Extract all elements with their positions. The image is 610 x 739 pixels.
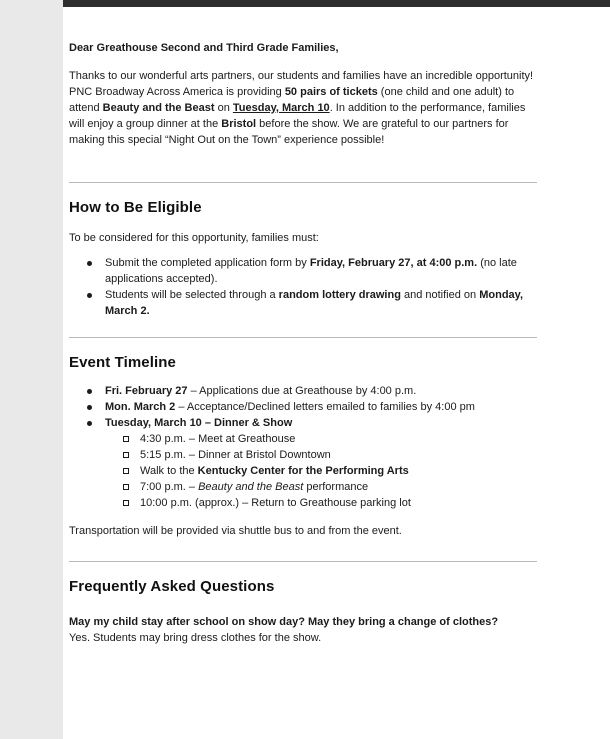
bullet-marker xyxy=(87,293,92,298)
sub-bullet-marker xyxy=(123,484,129,490)
section-divider xyxy=(69,182,537,183)
timeline-list xyxy=(69,383,537,511)
list-item xyxy=(69,287,537,319)
sub-bullet-marker xyxy=(123,468,129,474)
section-divider xyxy=(69,561,537,562)
sub-list-item xyxy=(69,431,537,447)
list-item-text: 10:00 p.m. (approx.) – Return to Greathouse parking lot xyxy=(140,497,411,509)
sub-bullet-marker xyxy=(123,500,129,506)
sub-list-item xyxy=(69,495,537,511)
section-title-timeline: Event Timeline xyxy=(69,354,176,371)
bullet-marker xyxy=(87,261,92,266)
transportation-note: Transportation will be provided via shuttle bus to and from the event. xyxy=(69,525,402,537)
list-item xyxy=(69,415,537,431)
list-item xyxy=(69,255,537,287)
section-title-faq: Frequently Asked Questions xyxy=(69,578,275,595)
bullet-marker xyxy=(87,405,92,410)
sub-list-item xyxy=(69,463,537,479)
bullet-marker xyxy=(87,421,92,426)
bullet-marker xyxy=(87,389,92,394)
list-item-text: Tuesday, March 10 – Dinner & Show xyxy=(105,417,293,429)
intro-paragraph: Thanks to our wonderful arts partners, our students and families have an incredible opportunity! PNC Broadway Across America is providing 50 pairs of tickets (one child and one adult) to attend Beauty and the Beast on Tuesday, March 10. In addition to the performance, families will enjoy a group dinner at the Bristol before the show. We are grateful to our partners for making this special “Night Out on the Town” experience possible! xyxy=(69,70,534,146)
sub-list-item xyxy=(69,447,537,463)
list-item-text: 4:30 p.m. – Meet at Greathouse xyxy=(140,433,296,445)
page-top-edge-bar xyxy=(63,0,610,7)
faq-question: May my child stay after school on show day? May they bring a change of clothes? xyxy=(69,616,499,628)
canvas-left-margin xyxy=(0,0,63,739)
eligibility-list xyxy=(69,255,537,319)
faq-answer: Yes. Students may bring dress clothes for the show. xyxy=(69,632,322,644)
section-title-eligibility: How to Be Eligible xyxy=(69,199,202,216)
eligibility-lead: To be considered for this opportunity, families must: xyxy=(69,232,319,244)
sub-list-item xyxy=(69,479,537,495)
list-item-text: Submit the completed application form by Friday, February 27, at 4:00 p.m. (no late applications accepted). xyxy=(105,257,517,285)
list-item-text: Mon. March 2 – Acceptance/Declined letters emailed to families by 4:00 pm xyxy=(105,401,475,413)
sub-bullet-marker xyxy=(123,452,129,458)
list-item-text: Students will be selected through a random lottery drawing and notified on Monday, March 2. xyxy=(105,289,524,317)
list-item xyxy=(69,399,537,415)
list-item-text: Fri. February 27 – Applications due at Greathouse by 4:00 p.m. xyxy=(105,385,417,397)
section-divider xyxy=(69,337,537,338)
list-item-text: Walk to the Kentucky Center for the Performing Arts xyxy=(140,465,409,477)
document-content xyxy=(63,7,610,646)
list-item-text: 5:15 p.m. – Dinner at Bristol Downtown xyxy=(140,449,331,461)
list-item-text: 7:00 p.m. – Beauty and the Beast performance xyxy=(140,481,369,493)
list-item xyxy=(69,383,537,399)
document-page[interactable] xyxy=(63,0,610,739)
salutation: Dear Greathouse Second and Third Grade Families, xyxy=(69,42,339,54)
sub-bullet-marker xyxy=(123,436,129,442)
